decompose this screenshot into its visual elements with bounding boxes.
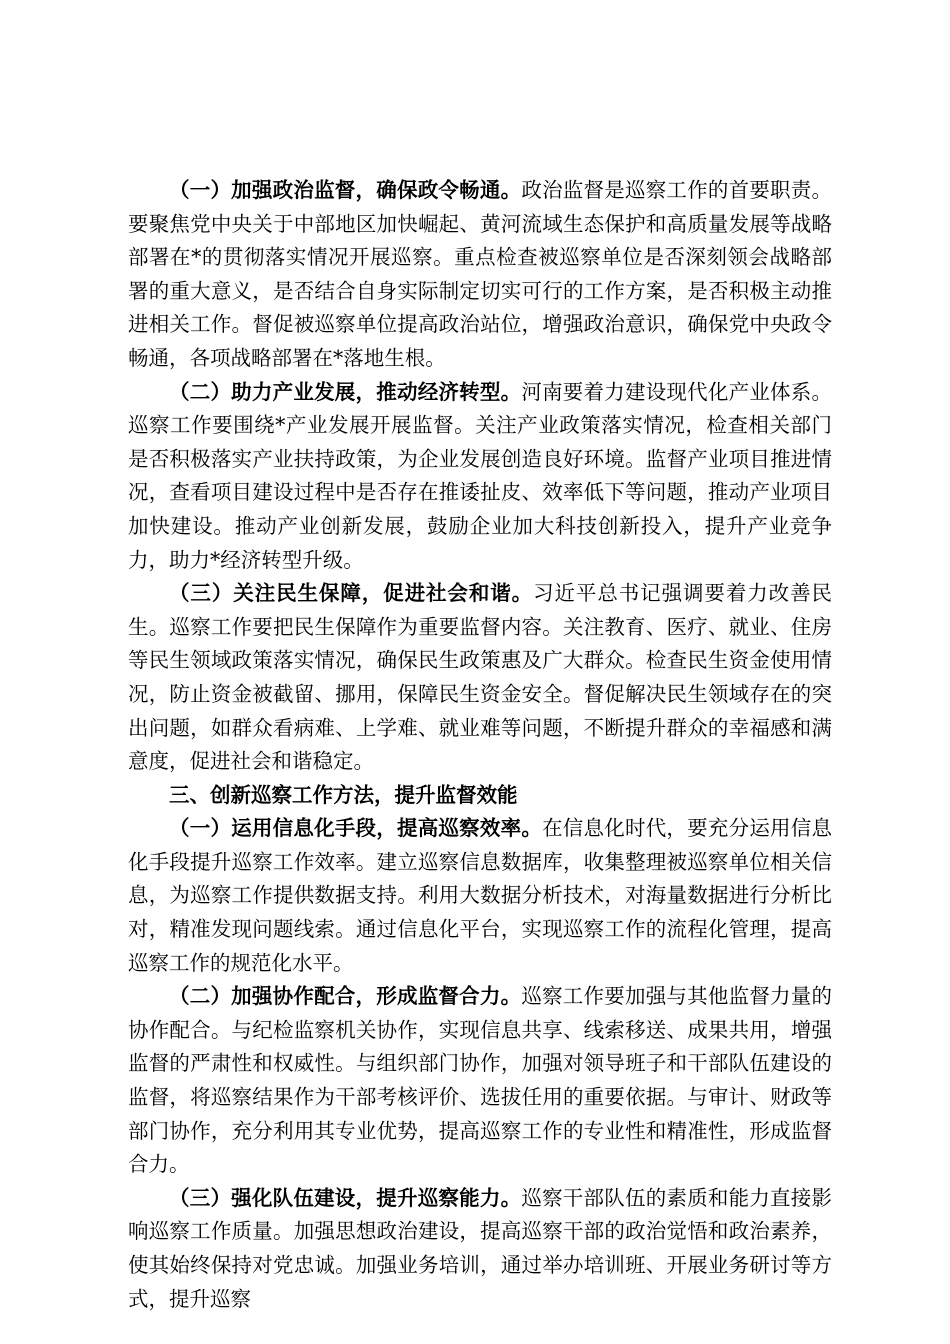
paragraph-heading: （二）助力产业发展，推动经济转型。 [169,379,522,404]
paragraph-text: 习近平总书记强调要着力改善民生。巡察工作要把民生保障作为重要监督内容。关注教育、医疗、就业、住房等民生领域政策落实情况，确保民生政策惠及广大群众。检查民生资金使用情况，防止资金被截留、挪用，保障民生资金安全。督促解决民生领域存在的突出问题，如群众看病难、上学难、就业难等问题，不断提升群众的幸福感和满意度，促进社会和谐稳定。 [128,581,833,774]
paragraph-heading: （二）加强协作配合，形成监督合力。 [169,984,522,1009]
paragraph-heading: （一）加强政治监督，确保政令畅通。 [169,178,522,202]
paragraph-text: 河南要着力建设现代化产业体系。巡察工作要围绕*产业发展开展监督。关注产业政策落实情况，检查相关部门是否积极落实产业扶持政策，为企业发展创造良好环境。监督产业项目推进情况，查看项目建设过程中是否存在推诿扯皮、效率低下等问题，推动产业项目加快建设。推动产业创新发展，鼓励企业加大科技创新投入，提升产业竞争力，助力*经济转型升级。 [128,379,833,572]
paragraph-livelihood [128,577,832,779]
document-body [128,174,832,1316]
paragraph-heading: （三）强化队伍建设，提升巡察能力。 [169,1185,522,1210]
paragraph-industry-development [128,376,832,578]
paragraph-cooperation [128,980,832,1182]
paragraph-team-building [128,1182,832,1316]
paragraph-text: 在信息化时代，要充分运用信息化手段提升巡察工作效率。建立巡察信息数据库，收集整理被巡察单位相关信息，为巡察工作提供数据支持。利用大数据分析技术，对海量数据进行分析比对，精准发现问题线索。通过信息化平台，实现巡察工作的流程化管理，提高巡察工作的规范化水平。 [128,816,833,975]
section-heading: 三、创新巡察工作方法，提升监督效能 [169,782,518,807]
paragraph-text: 巡察工作要加强与其他监督力量的协作配合。与纪检监察机关协作，实现信息共享、线索移送、成果共用，增强监督的严肃性和权威性。与组织部门协作，加强对领导班子和干部队伍建设的监督，将巡察结果作为干部考核评价、选拔任用的重要依据。与审计、财政等部门协作，充分利用其专业优势，提高巡察工作的专业性和精准性，形成监督合力。 [128,984,833,1177]
paragraph-political-supervision [128,174,832,376]
paragraph-heading: （一）运用信息化手段，提高巡察效率。 [169,816,543,841]
paragraph-text: 政治监督是巡察工作的首要职责。要聚焦党中央关于中部地区加快崛起、黄河流域生态保护和高质量发展等战略部署在*的贯彻落实情况开展巡察。重点检查被巡察单位是否深刻领会战略部署的重大意义，是否结合自身实际制定切实可行的工作方案，是否积极主动推进相关工作。督促被巡察单位提高政治站位，增强政治意识，确保党中央政令畅通，各项战略部署在*落地生根。 [128,178,833,370]
paragraph-text: 巡察干部队伍的素质和能力直接影响巡察工作质量。加强思想政治建设，提高巡察干部的政治觉悟和政治素养，使其始终保持对党忠诚。加强业务培训，通过举办培训班、开展业务研讨等方式，提升巡察 [128,1185,833,1311]
paragraph-heading: （三）关注民生保障，促进社会和谐。 [169,581,534,606]
paragraph-informatization [128,812,832,980]
